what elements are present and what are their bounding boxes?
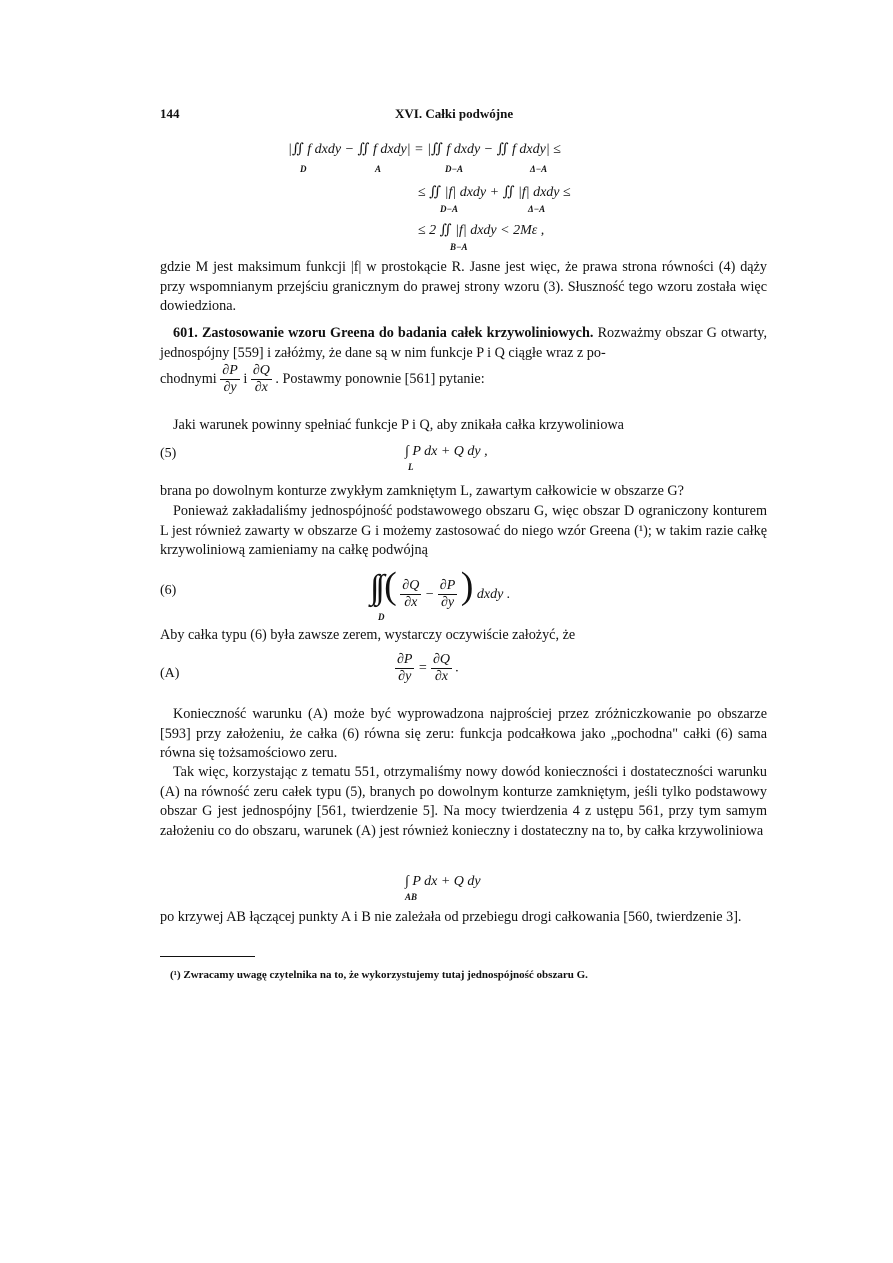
paragraph-path: po krzywej AB łączącej punkty A i B nie zależała od przebiegu drogi całkowania [560, twierdzenie 3].	[160, 909, 742, 925]
eqAB-expr: ∫ P dx + Q dy	[405, 874, 481, 889]
eqA-equals: =	[417, 660, 428, 676]
eq6-minus: −	[424, 586, 435, 602]
inequality-line-3: ≤ 2 ∬ |f| dxdy < 2Mε ,	[418, 223, 545, 238]
fraction-dQ-dx	[251, 363, 272, 396]
section-intro-text: Rozważmy obszar G otwarty, jednospójny [559] i załóżmy, że dane są w nim funkcje P i Q ciągłe wraz z po-	[160, 325, 768, 361]
eq5-expr: ∫ P dx + Q dy ,	[405, 444, 488, 459]
paragraph-zero: Aby całka typu (6) była zawsze zerem, wystarczy oczywiście założyć, że	[160, 627, 576, 643]
paragraph-contour: brana po dowolnym konturze zwykłym zamkniętym L, zawartym całkowicie w obszarze G?	[160, 483, 684, 499]
eqA-num-2: ∂Q	[432, 652, 450, 667]
fraction-dP-dy-den: ∂y	[223, 380, 237, 395]
running-title: XVI. Całki podwójne	[395, 106, 514, 121]
inequality-sub-D-minus-A: D−A	[445, 164, 463, 174]
eq6-frac-1	[400, 578, 421, 611]
fraction-dP-dy-num: ∂P	[222, 363, 238, 378]
inequality-line-3-sub: B−A	[450, 242, 468, 252]
inequality-line-2: ≤ ∬ |f| dxdy + ∬ |f| dxdy ≤	[418, 185, 571, 200]
section-601-intro	[160, 324, 767, 363]
paragraph-greens: Ponieważ zakładaliśmy jednospójność podstawowego obszaru G, więc obszar D ograniczony konturem L jest również zawarty w obszarze G i możemy zastosować do niego wzór Greena (¹); w takim razie całkę krzywoliniową zamieniamy na całkę podwójną	[160, 503, 767, 558]
eq5-sub: L	[408, 462, 414, 472]
paragraph-necessity: Konieczność warunku (A) może być wyprowadzona najprościej przez zróżniczkowanie po obszarze [593] przy założeniu, że całka (6) równa się zeru: funkcja podcałkowa jako „pochodna" całki (6) sama równa się tożsamościowo zeru.	[160, 706, 767, 761]
eq6-den-2: ∂y	[440, 595, 455, 611]
chodnymi-word: chodnymi	[160, 371, 217, 387]
footnote-rule	[160, 956, 255, 957]
eq5-label: (5)	[160, 446, 177, 461]
question-intro: . Postawmy ponownie [561] pytanie:	[275, 371, 485, 387]
eq6-label: (6)	[160, 583, 177, 598]
eqA-num-1: ∂P	[397, 652, 413, 667]
eqA-label: (A)	[160, 666, 180, 681]
left-paren: (	[384, 565, 397, 607]
fraction-dQ-dx-den: ∂x	[254, 380, 268, 395]
eq6-den-1: ∂x	[404, 595, 418, 611]
eqA-frac-2	[431, 652, 452, 685]
double-integral-sign: ∫∫	[370, 569, 381, 606]
eqA-den-1: ∂y	[398, 669, 412, 684]
section-title: Zastosowanie wzoru Greena do badania całek krzywoliniowych.	[201, 325, 594, 341]
derivatives-line	[160, 363, 485, 396]
eq6-sub: D	[378, 612, 385, 622]
eq6-tail: dxdy .	[476, 586, 511, 602]
fraction-dQ-dx-num: ∂Q	[252, 363, 270, 378]
eqAB-sub: AB	[405, 892, 418, 902]
right-paren: )	[460, 565, 474, 607]
fraction-dP-dy	[220, 363, 239, 396]
inequality-line-2-sub-2: Δ−A	[528, 204, 546, 214]
eqA-frac-1	[395, 652, 414, 685]
inequality-sub-Delta-minus-A: Δ−A	[530, 164, 548, 174]
inequality-line-1	[288, 141, 561, 158]
eq6-frac-2	[438, 578, 457, 611]
inequality-sub-A: A	[375, 164, 382, 174]
inequality-sub-D: D	[300, 164, 307, 174]
conj-i: i	[243, 371, 248, 387]
footnote: (¹) Zwracamy uwagę czytelnika na to, że wykorzystujemy tutaj jednospójność obszaru G.	[170, 969, 588, 981]
paragraph-proof: Tak więc, korzystając z tematu 551, otrzymaliśmy nowy dowód konieczności i dostateczności warunku (A) na równość zeru całek typu (5), branych po dowolnym konturze zamkniętym, jeśli tylko podstawowy obszar G jest jednospójny [561, twierdzenie 5]. Na mocy twierdzenia 4 z ustępu 561, przy tym samym założeniu co do obszaru, warunek (A) jest również konieczny i dostateczny na to, by całka krzywoliniowa	[160, 764, 767, 839]
inequality-line-2-sub-1: D−A	[440, 204, 458, 214]
eqA-tail: .	[455, 660, 459, 676]
eq6-expr	[370, 564, 510, 611]
section-number: 601.	[173, 325, 198, 341]
eq6-num-1: ∂Q	[402, 578, 420, 594]
inequality-line-1-text: |∬ f dxdy − ∬ f dxdy| = |∬ f dxdy − ∬ f dxdy| ≤	[288, 142, 561, 157]
page-header	[160, 106, 767, 126]
eqA-den-2: ∂x	[434, 669, 449, 684]
question-line: Jaki warunek powinny spełniać funkcje P i Q, aby znikała całka krzywoliniowa	[173, 417, 624, 433]
page-number: 144	[160, 106, 180, 121]
eqA-expr	[395, 652, 459, 685]
eq6-num-2: ∂P	[439, 578, 456, 594]
paragraph-max-M: gdzie M jest maksimum funkcji |f| w prostokącie R. Jasne jest więc, że prawa strona równości (4) dąży przy wspomnianym przejściu granicznym do prawej strony wzoru (3). Słuszność tego wzoru została więc dowiedziona.	[160, 259, 767, 314]
